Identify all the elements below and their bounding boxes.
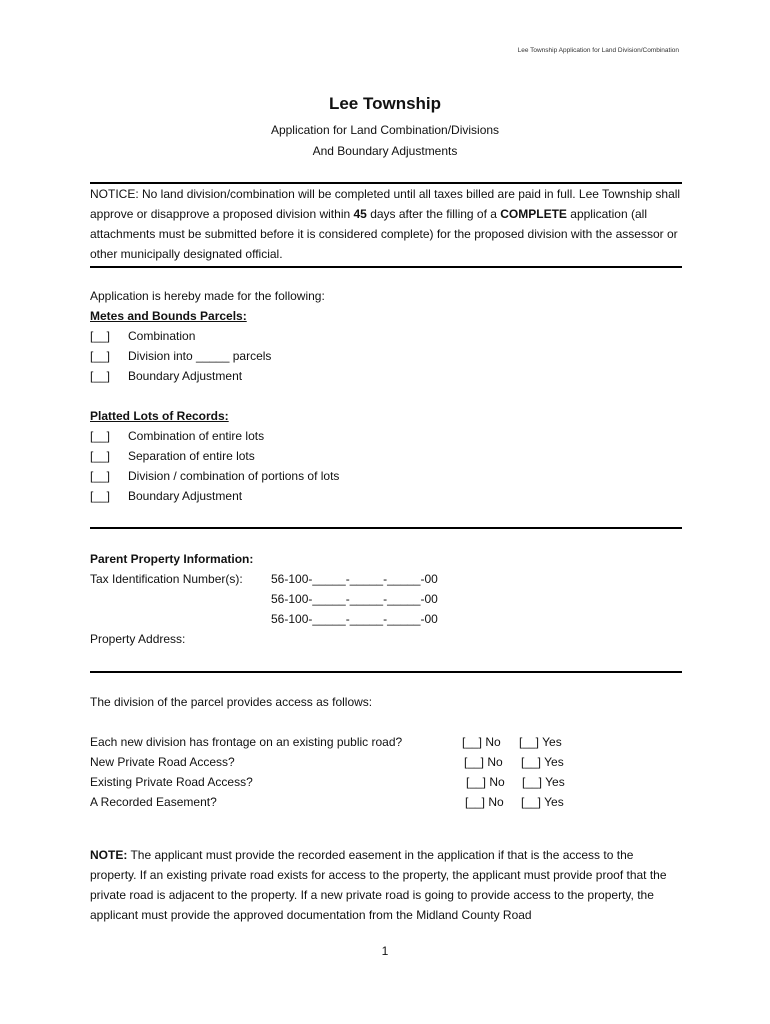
access-question-public-road: Each new division has frontage on an existing public road? xyxy=(90,735,403,749)
access-question-easement: A Recorded Easement? xyxy=(90,795,217,809)
metes-checkbox-boundary[interactable]: [__] xyxy=(90,369,111,383)
notice-days: 45 xyxy=(353,207,367,221)
subtitle-line-2: And Boundary Adjustments xyxy=(312,144,458,158)
note-paragraph xyxy=(90,845,682,925)
platted-checkbox-boundary[interactable]: [__] xyxy=(90,489,111,503)
tax-id-field-1[interactable]: 56-100-_____-_____-_____-00 xyxy=(271,572,438,586)
platted-label-combination: Combination of entire lots xyxy=(128,429,265,443)
divider xyxy=(90,266,682,268)
metes-label-combination: Combination xyxy=(128,329,196,343)
access-question-existing-private: Existing Private Road Access? xyxy=(90,775,253,789)
metes-checkbox-division[interactable]: [__] xyxy=(90,349,111,363)
notice-complete: COMPLETE xyxy=(500,207,567,221)
platted-checkbox-separation[interactable]: [__] xyxy=(90,449,111,463)
access-yes-existing-private[interactable]: [__] Yes xyxy=(522,775,565,789)
notice-paragraph xyxy=(90,184,682,264)
application-intro: Application is hereby made for the following: xyxy=(90,289,325,303)
notice-text-2: days after the filling of a xyxy=(366,207,501,221)
metes-label-boundary: Boundary Adjustment xyxy=(128,369,243,383)
access-no-existing-private[interactable]: [__] No xyxy=(466,775,505,789)
access-no-new-private[interactable]: [__] No xyxy=(464,755,503,769)
platted-checkbox-combination[interactable]: [__] xyxy=(90,429,111,443)
access-yes-easement[interactable]: [__] Yes xyxy=(521,795,564,809)
note-text: The applicant must provide the recorded easement in the application if that is the access to the property. If an existing private road exists for access to the property, the applicant must provide proof that the private road is adjacent to the property. If a new private road is going to provide access to the property, the applicant must provide the approved documentation from the Midland County Road xyxy=(90,848,667,922)
access-intro: The division of the parcel provides access as follows: xyxy=(90,695,373,709)
page-title: Lee Township xyxy=(328,94,442,113)
divider xyxy=(90,671,682,673)
platted-label-separation: Separation of entire lots xyxy=(128,449,255,463)
tax-id-label: Tax Identification Number(s): xyxy=(90,572,243,586)
notice-text-3: application (all attachments must be submitted before it is considered complete) for the proposed division with the assessor or other municipally designated official. xyxy=(90,207,678,261)
metes-label-division: Division into _____ parcels xyxy=(128,349,272,363)
access-yes-new-private[interactable]: [__] Yes xyxy=(521,755,564,769)
metes-checkbox-combination[interactable]: [__] xyxy=(90,329,111,343)
subtitle-line-1: Application for Land Combination/Divisions xyxy=(270,123,500,137)
access-no-easement[interactable]: [__] No xyxy=(465,795,504,809)
access-question-new-private: New Private Road Access? xyxy=(90,755,235,769)
page-number: 1 xyxy=(381,944,389,958)
access-yes-public-road[interactable]: [__] Yes xyxy=(519,735,562,749)
property-address-label: Property Address: xyxy=(90,632,186,646)
parent-heading: Parent Property Information: xyxy=(90,552,254,566)
metes-heading: Metes and Bounds Parcels: xyxy=(90,309,247,323)
tax-id-field-3[interactable]: 56-100-_____-_____-_____-00 xyxy=(271,612,438,626)
note-label: NOTE: xyxy=(90,848,128,862)
running-header: Lee Township Application for Land Division/Combination xyxy=(517,47,679,54)
platted-label-boundary: Boundary Adjustment xyxy=(128,489,243,503)
divider xyxy=(90,527,682,529)
platted-heading: Platted Lots of Records: xyxy=(90,409,229,423)
platted-label-portions: Division / combination of portions of lots xyxy=(128,469,340,483)
tax-id-field-2[interactable]: 56-100-_____-_____-_____-00 xyxy=(271,592,438,606)
platted-checkbox-portions[interactable]: [__] xyxy=(90,469,111,483)
notice-text-1: NOTICE: No land division/combination will be completed until all taxes billed are paid in full. Lee Township shall approve or disapprove a proposed division within xyxy=(90,187,681,221)
access-no-public-road[interactable]: [__] No xyxy=(462,735,501,749)
